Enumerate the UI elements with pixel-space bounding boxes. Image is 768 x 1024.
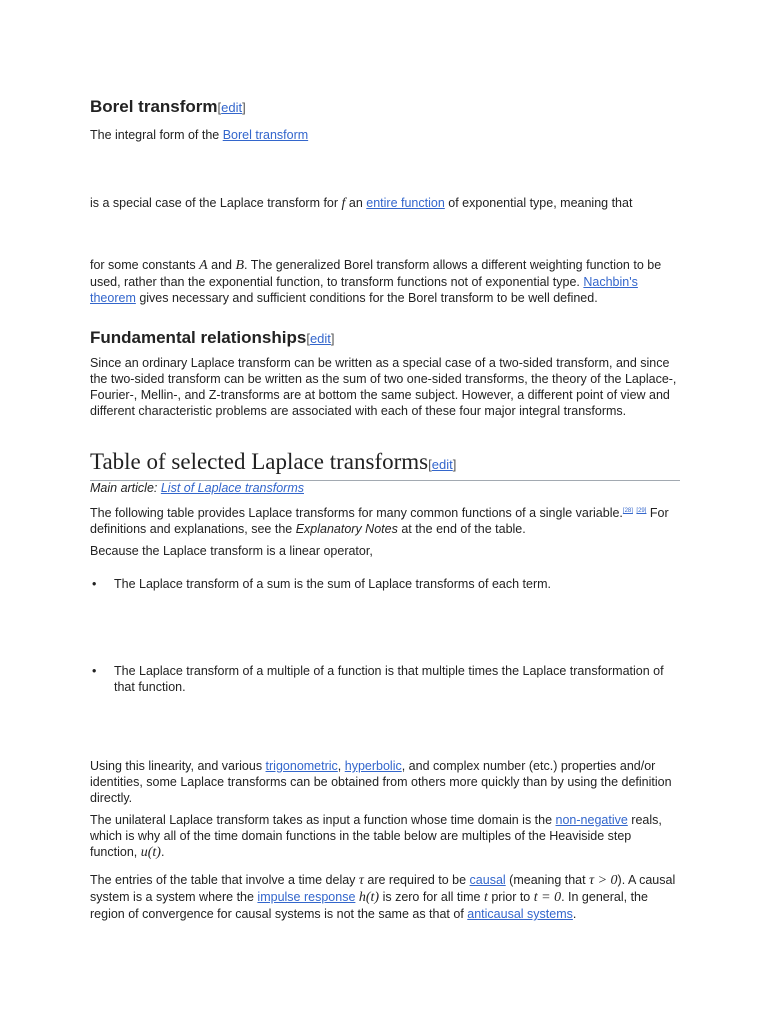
borel-paragraph-1: The integral form of the Borel transform [90, 128, 309, 142]
section-heading-table [90, 448, 680, 481]
borel-paragraph-3: for some constants A and B. The generalized Borel transform allows a different weighting function to be used, rather than the exponential function, to transform functions not of exponential type. Nachbin's theorem gives necessary and sufficient conditions for the Borel transform to be well defined. [90, 258, 662, 305]
borel-heading-text: Borel transform [90, 97, 218, 116]
list-item: • The Laplace transform of a multiple of a function is that multiple times the Laplace transformation of that function. [92, 664, 664, 694]
table-paragraph-2: Because the Laplace transform is a linear operator, [90, 544, 373, 558]
math-u-of-t: u(t) [140, 845, 161, 860]
math-A: A [199, 258, 208, 273]
math-h-of-t: h(t) [358, 890, 380, 905]
hatnote: Main article: List of Laplace transforms [90, 481, 304, 495]
table-paragraph-1: The following table provides Laplace transforms for many common functions of a single variable.[28] [29] For definitions and explanations, see the Explanatory Notes at the end of the table. [90, 506, 669, 537]
math-tau: τ [358, 873, 364, 888]
math-t-equals-zero: t = 0 [533, 890, 562, 905]
fundamental-edit-section: [edit] [306, 331, 335, 346]
non-negative-link[interactable]: non-negative [555, 813, 628, 827]
borel-edit-section: [edit] [217, 100, 246, 115]
causal-link[interactable]: causal [469, 873, 506, 887]
fundamental-heading-block [90, 327, 680, 350]
reference-28-link[interactable]: [28] [622, 508, 633, 514]
entire-function-link[interactable]: entire function [366, 196, 445, 210]
anticausal-systems-link[interactable]: anticausal systems [467, 907, 573, 921]
math-t: t [483, 890, 488, 905]
borel-heading-block [90, 96, 680, 119]
impulse-response-link[interactable]: impulse response [257, 890, 356, 904]
bullet-list-1 [90, 576, 680, 592]
list-item: • The Laplace transform of a sum is the sum of Laplace transforms of each term. [92, 577, 551, 591]
borel-transform-link[interactable]: Borel transform [222, 128, 309, 142]
fundamental-paragraph: Since an ordinary Laplace transform can be written as a special case of a two-sided transform, and since the two-sided transform can be written as the sum of two one-sided transforms, the theory of the Laplace-, Fourier-, Mellin-, and Z-transforms are at bottom the same subject. However, a different point of view and different characteristic problems are associated with each of these four major integral transforms. [90, 356, 677, 418]
table-heading-text: Table of selected Laplace transforms [90, 449, 429, 474]
trigonometric-link[interactable]: trigonometric [265, 759, 338, 773]
fundamental-heading-text: Fundamental relationships [90, 328, 307, 347]
table-edit-link[interactable]: edit [431, 457, 453, 472]
table-heading-block [90, 448, 680, 481]
nachbins-theorem-link[interactable]: Nachbin's theorem [90, 275, 638, 305]
bullet-list-2 [90, 663, 680, 695]
hyperbolic-link[interactable]: hyperbolic [344, 759, 402, 773]
fundamental-edit-link[interactable]: edit [309, 331, 331, 346]
borel-edit-link[interactable]: edit [221, 100, 243, 115]
list-of-laplace-transforms-link[interactable]: List of Laplace transforms [160, 481, 304, 495]
table-edit-section: [edit] [428, 457, 457, 472]
section-heading-fundamental [90, 327, 680, 350]
math-f: f [341, 196, 346, 211]
reference-29-link[interactable]: [29] [636, 508, 647, 514]
borel-paragraph-2: is a special case of the Laplace transform for f an entire function of exponential type, meaning that [90, 196, 633, 211]
math-tau-condition: τ > 0 [589, 873, 618, 888]
table-paragraph-3: Using this linearity, and various trigonometric, hyperbolic, and complex number (etc.) properties and/or identities, some Laplace transforms can be obtained from others more quickly than by using the definition directly. [90, 759, 672, 805]
section-heading-borel [90, 96, 680, 119]
table-paragraph-4: The unilateral Laplace transform takes as input a function whose time domain is the non-negative reals, which is why all of the time domain functions in the table below are multiples of the Heaviside step function, u(t). [90, 813, 662, 860]
math-B: B [235, 258, 245, 273]
table-paragraph-5: The entries of the table that involve a time delay τ are required to be causal (meaning that τ > 0). A causal system is a system where the impulse response h(t) is zero for all time t prior to t = 0. In general, the region of convergence for causal systems is not the same as that of anticausal systems. [90, 873, 676, 921]
